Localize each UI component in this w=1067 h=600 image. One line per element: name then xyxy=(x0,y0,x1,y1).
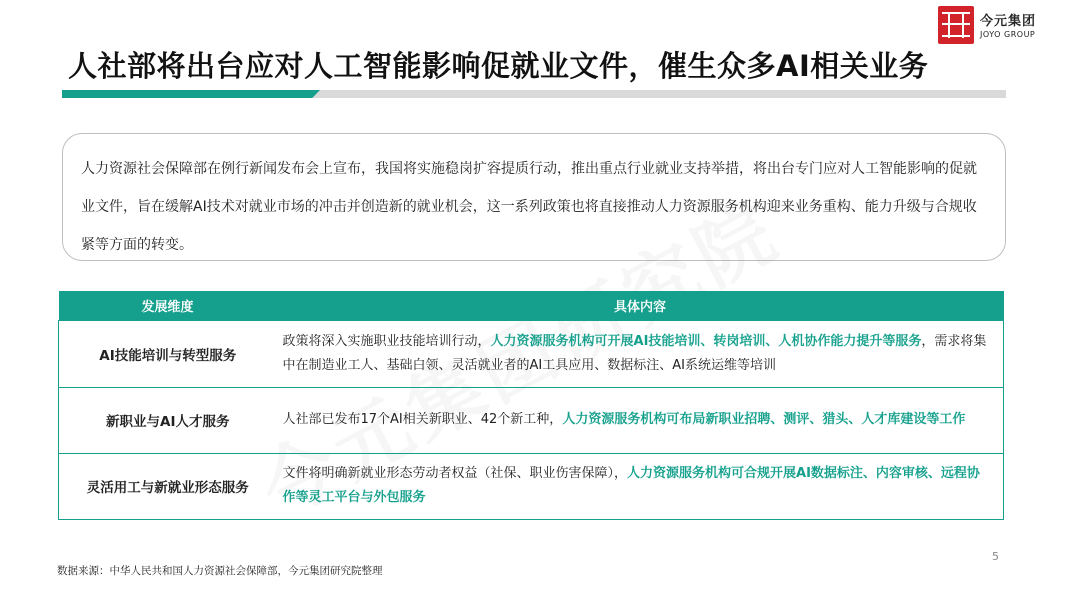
company-logo xyxy=(938,6,1048,46)
content-highlight: 人力资源服务机构可开展AI技能培训、转岗培训、人机协作能力提升等服务 xyxy=(490,333,922,349)
row-dimension: 灵活用工与新就业形态服务 xyxy=(59,453,277,519)
row-dimension: AI技能培训与转型服务 xyxy=(59,320,277,387)
content-highlight: 人力资源服务机构可合规开展AI数据标注、内容审核、远程协作等灵工平台与外包服务 xyxy=(282,466,980,505)
page-title: 人社部将出台应对人工智能影响促就业文件，催生众多AI相关业务 xyxy=(68,49,929,83)
logo-name-en: JOYO GROUP xyxy=(980,30,1036,39)
table-header-row xyxy=(59,291,1004,320)
logo-name-cn: 今元集团 xyxy=(980,14,1037,29)
logo-mark-icon xyxy=(938,6,974,44)
table-row xyxy=(59,453,1004,519)
row-content xyxy=(277,320,1004,387)
intro-text: 人力资源社会保障部在例行新闻发布会上宣布，我国将实施稳岗扩容提质行动，推出重点行业就业支持举措，将出台专门应对人工智能影响的促就业文件，旨在缓解AI技术对就业市场的冲击并创造新的就业机会，这一系列政策也将直接推动人力资源服务机构迎来业务重构、能力升级与合规收紧等方面的转变。 xyxy=(81,161,977,253)
row-content xyxy=(277,453,1004,519)
intro-box xyxy=(62,133,1006,261)
content-text: ，需求将集中在制造业工人、基础白领、灵活就业者的AI工具应用、数据标注、AI系统运维等培训 xyxy=(282,333,987,373)
header-content: 具体内容 xyxy=(277,291,1004,320)
content-text: 政策将深入实施职业技能培训行动， xyxy=(282,333,491,349)
table-row xyxy=(59,387,1004,453)
content-highlight: 人力资源服务机构可布局新职业招聘、测评、猎头、人才库建设等工作 xyxy=(562,412,966,427)
table-row xyxy=(59,320,1004,387)
header-dimension: 发展维度 xyxy=(59,291,277,320)
content-text: 文件将明确新就业形态劳动者权益（社保、职业伤害保障）， xyxy=(282,466,628,481)
row-content xyxy=(277,387,1004,453)
policy-table xyxy=(58,291,1004,520)
title-underline-accent xyxy=(62,90,320,98)
data-source-note: 数据来源：中华人民共和国人力资源社会保障部，今元集团研究院整理 xyxy=(57,565,383,577)
page-number: 5 xyxy=(992,550,999,563)
row-dimension: 新职业与AI人才服务 xyxy=(59,387,277,453)
content-text: 人社部已发布17个AI相关新职业、42个新工种， xyxy=(282,412,563,427)
